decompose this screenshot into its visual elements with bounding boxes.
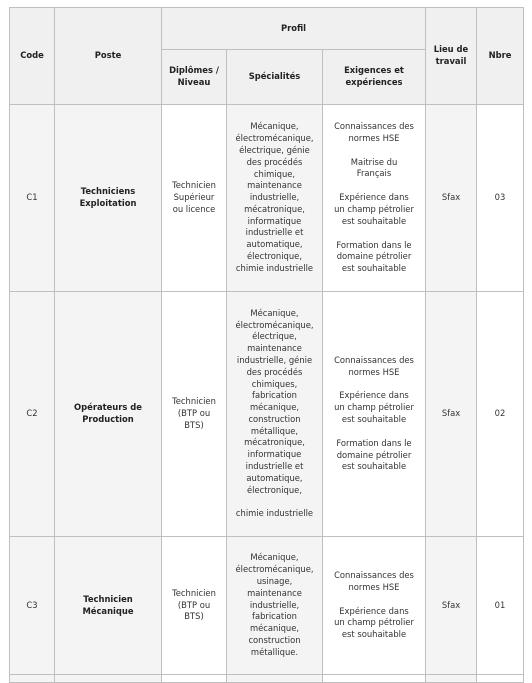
table-row-partial: [10, 675, 524, 683]
specialites-extra: chimie industrielle: [235, 508, 314, 519]
cell-exigences-list: [323, 570, 425, 641]
cell-exigences: [323, 292, 426, 537]
cell-poste-text: Technicien Mécanique: [82, 593, 134, 616]
cell-code: C1: [10, 105, 55, 292]
cell-specialites: [227, 537, 323, 675]
exigence-item: Connaissances des normes HSE: [334, 354, 414, 377]
header-profil: Profil: [162, 8, 426, 50]
exigence-item: Connaissances des normes HSE: [334, 121, 414, 143]
cell-poste-text: Techniciens Exploitation: [79, 186, 137, 208]
cell-specialites-text: Mécanique, électromécanique, usinage, maintenance industrielle, fabrication mécanique, construction métallique.: [235, 552, 314, 657]
cell-lieu: Sfax: [426, 537, 477, 675]
cell-diplome-text: Technicien Supérieur ou licence: [172, 180, 216, 214]
cell-exigences: [323, 105, 426, 292]
cell-specialites: [227, 292, 323, 537]
cell-specialites-text: Mécanique, électromécanique, électrique, génie des procédés chimique, maintenance industrielle, mécatronique, informatique industrielle et automatique, électronique, chimie industrielle: [235, 121, 314, 273]
cell-diplome-text: Technicien (BTP ou BTS): [172, 396, 216, 430]
cell-diplome: [162, 105, 227, 292]
cell-poste: [55, 292, 162, 537]
header-lieu: [426, 8, 477, 105]
header-code: Code: [10, 8, 55, 105]
header-row-1: [10, 8, 524, 50]
cell-nbre: 02: [477, 292, 524, 537]
cell-diplome-text: Technicien (BTP ou BTS): [172, 587, 216, 622]
table-row-c1: [10, 105, 524, 292]
cell-specialites: [227, 105, 323, 292]
cell-nbre: 03: [477, 105, 524, 292]
specialites-main: Mécanique, électromécanique, électrique, maintenance industrielle, génie des procédés chimiques, fabrication mécanique, construction métallique, mécatronique, informatique industrielle et automatique, électronique,: [235, 307, 314, 495]
exigence-item: Expérience dans un champ pétrolier est souhaitable: [334, 605, 414, 640]
job-offers-table: [9, 7, 524, 683]
cell-code: C3: [10, 537, 55, 675]
header-poste: Poste: [55, 8, 162, 105]
cell-lieu: Sfax: [426, 292, 477, 537]
cell-code: C2: [10, 292, 55, 537]
cell-specialites-text: [227, 308, 322, 521]
cell-diplome: [162, 292, 227, 537]
cell-exigences: [323, 537, 426, 675]
header-exigences: [323, 50, 426, 105]
exigence-item: Expérience dans un champ pétrolier est souhaitable: [334, 390, 414, 424]
cell-exigences-list: [323, 121, 425, 275]
header-diplomes: [162, 50, 227, 105]
cell-nbre: 01: [477, 537, 524, 675]
header-specialites: Spécialités: [227, 50, 323, 105]
cell-poste: [55, 537, 162, 675]
header-nbre: Nbre: [477, 8, 524, 105]
cell-diplome: [162, 537, 227, 675]
exigence-item: Connaissances des normes HSE: [334, 570, 414, 592]
table-row-c2: [10, 292, 524, 537]
cell-poste: [55, 105, 162, 292]
cell-lieu: Sfax: [426, 105, 477, 292]
header-lieu-text: Lieu de travail: [433, 44, 469, 66]
exigence-item: Maitrise du Français: [350, 156, 398, 179]
table-row-c3: [10, 537, 524, 675]
exigence-item: Expérience dans un champ pétrolier est souhaitable: [334, 192, 414, 226]
exigence-item: Formation dans le domaine pétrolier est souhaitable: [336, 437, 412, 472]
header-exigences-text: Exigences et expériences: [344, 65, 404, 87]
header-diplomes-text: Diplômes / Niveau: [169, 65, 219, 87]
cell-exigences-list: [323, 355, 425, 473]
cell-poste-text: Opérateurs de Production: [74, 402, 142, 424]
exigence-item: Formation dans le domaine pétrolier est souhaitable: [336, 239, 412, 274]
